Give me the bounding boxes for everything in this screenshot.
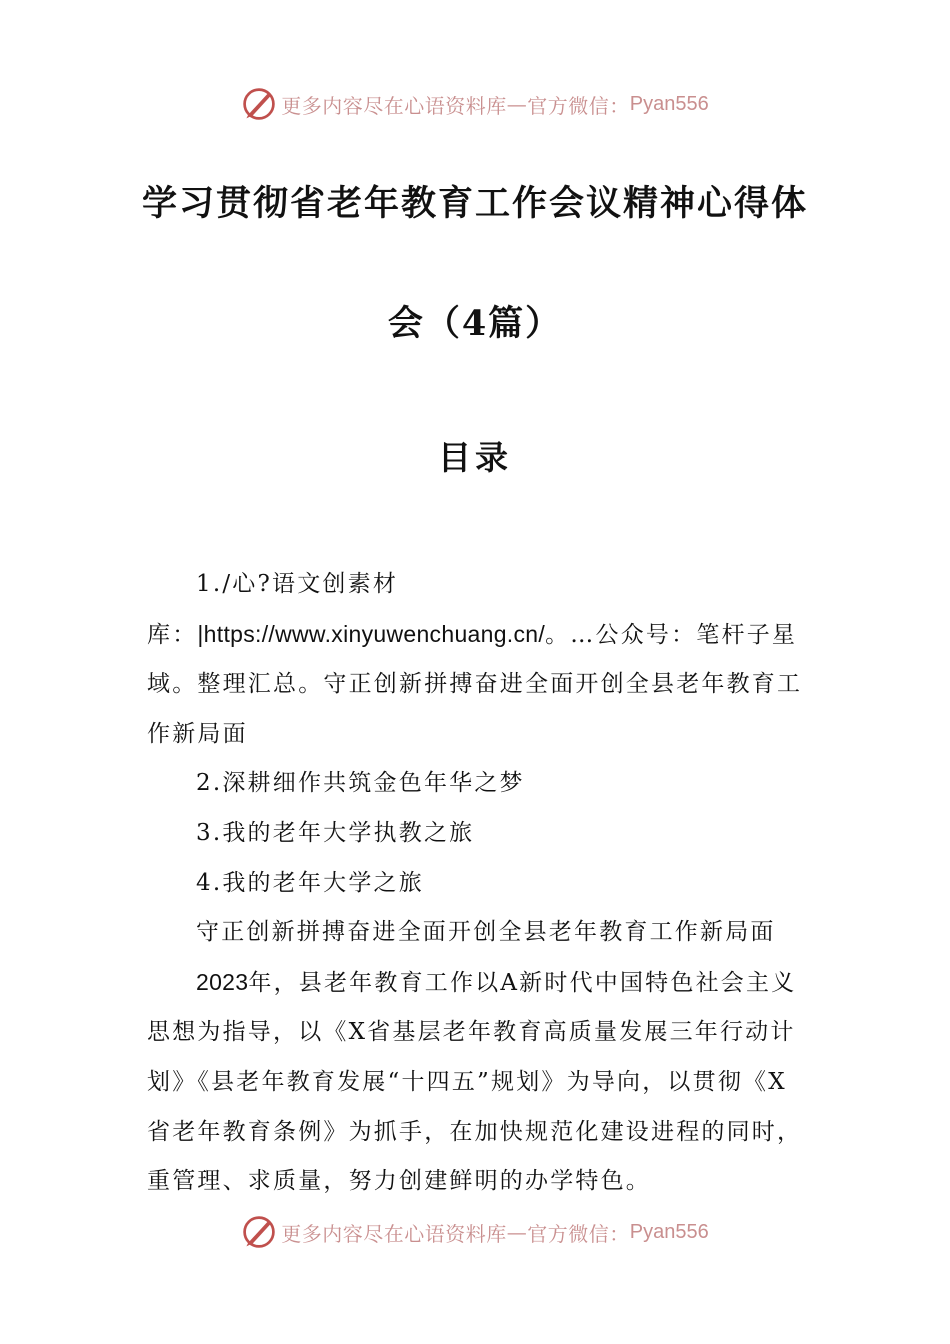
toc-item-3: 3.我的老年大学执教之旅 — [196, 819, 475, 846]
document-title-line1: 学习贯彻省老年教育工作会议精神心得体 — [141, 183, 808, 224]
toc-item-1-rest: 。…公众号：笔杆子星域。整理汇总。守正创新拼搏奋进全面开创全县老年教育工作新局面 — [147, 621, 803, 747]
watermark-banner-bottom — [0, 1210, 950, 1254]
watermark-label: 官方微信： — [527, 93, 630, 118]
toc-heading: 目录 — [438, 438, 512, 477]
watermark-label: 官方微信： — [527, 1221, 630, 1246]
toc-item-4: 4.我的老年大学之旅 — [196, 869, 424, 896]
pen-logo-icon — [241, 1214, 277, 1250]
watermark-id: Pyan556 — [629, 92, 709, 115]
body-paragraph — [147, 958, 807, 1207]
watermark-separator: — — [506, 1220, 528, 1244]
toc-item-1-prefix: 1./心?语文创素材库： — [147, 571, 399, 648]
paragraph-year: 2023 — [196, 968, 249, 995]
watermark-separator: — — [506, 92, 528, 116]
document-body — [147, 560, 807, 1207]
watermark-text: 更多内容尽在心语资料库 — [281, 1221, 507, 1246]
watermark-id: Pyan556 — [629, 1220, 709, 1243]
paragraph-text: 年，县老年教育工作以A新时代中国特色社会主义思想为指导，以《X省基层老年教育高质量发展三年行动计划》《县老年教育发展“十四五”规划》为导向，以贯彻《X省老年教育条例》为抓手，在加快规范化建设进程的同时，重管理、求质量，努力创建鲜明的办学特色。 — [147, 969, 803, 1195]
pen-logo-icon — [241, 86, 277, 122]
watermark-banner-top — [0, 82, 950, 126]
toc-item-1-url[interactable]: |https://www.xinyuwenchuang.cn/ — [197, 620, 546, 647]
section-title: 守正创新拼搏奋进全面开创全县老年教育工作新局面 — [196, 919, 776, 946]
document-title-line2: 会（4篇） — [387, 303, 563, 344]
watermark-text: 更多内容尽在心语资料库 — [281, 93, 507, 118]
toc-item-2: 2.深耕细作共筑金色年华之梦 — [196, 770, 525, 797]
toc-item-1 — [147, 560, 807, 759]
